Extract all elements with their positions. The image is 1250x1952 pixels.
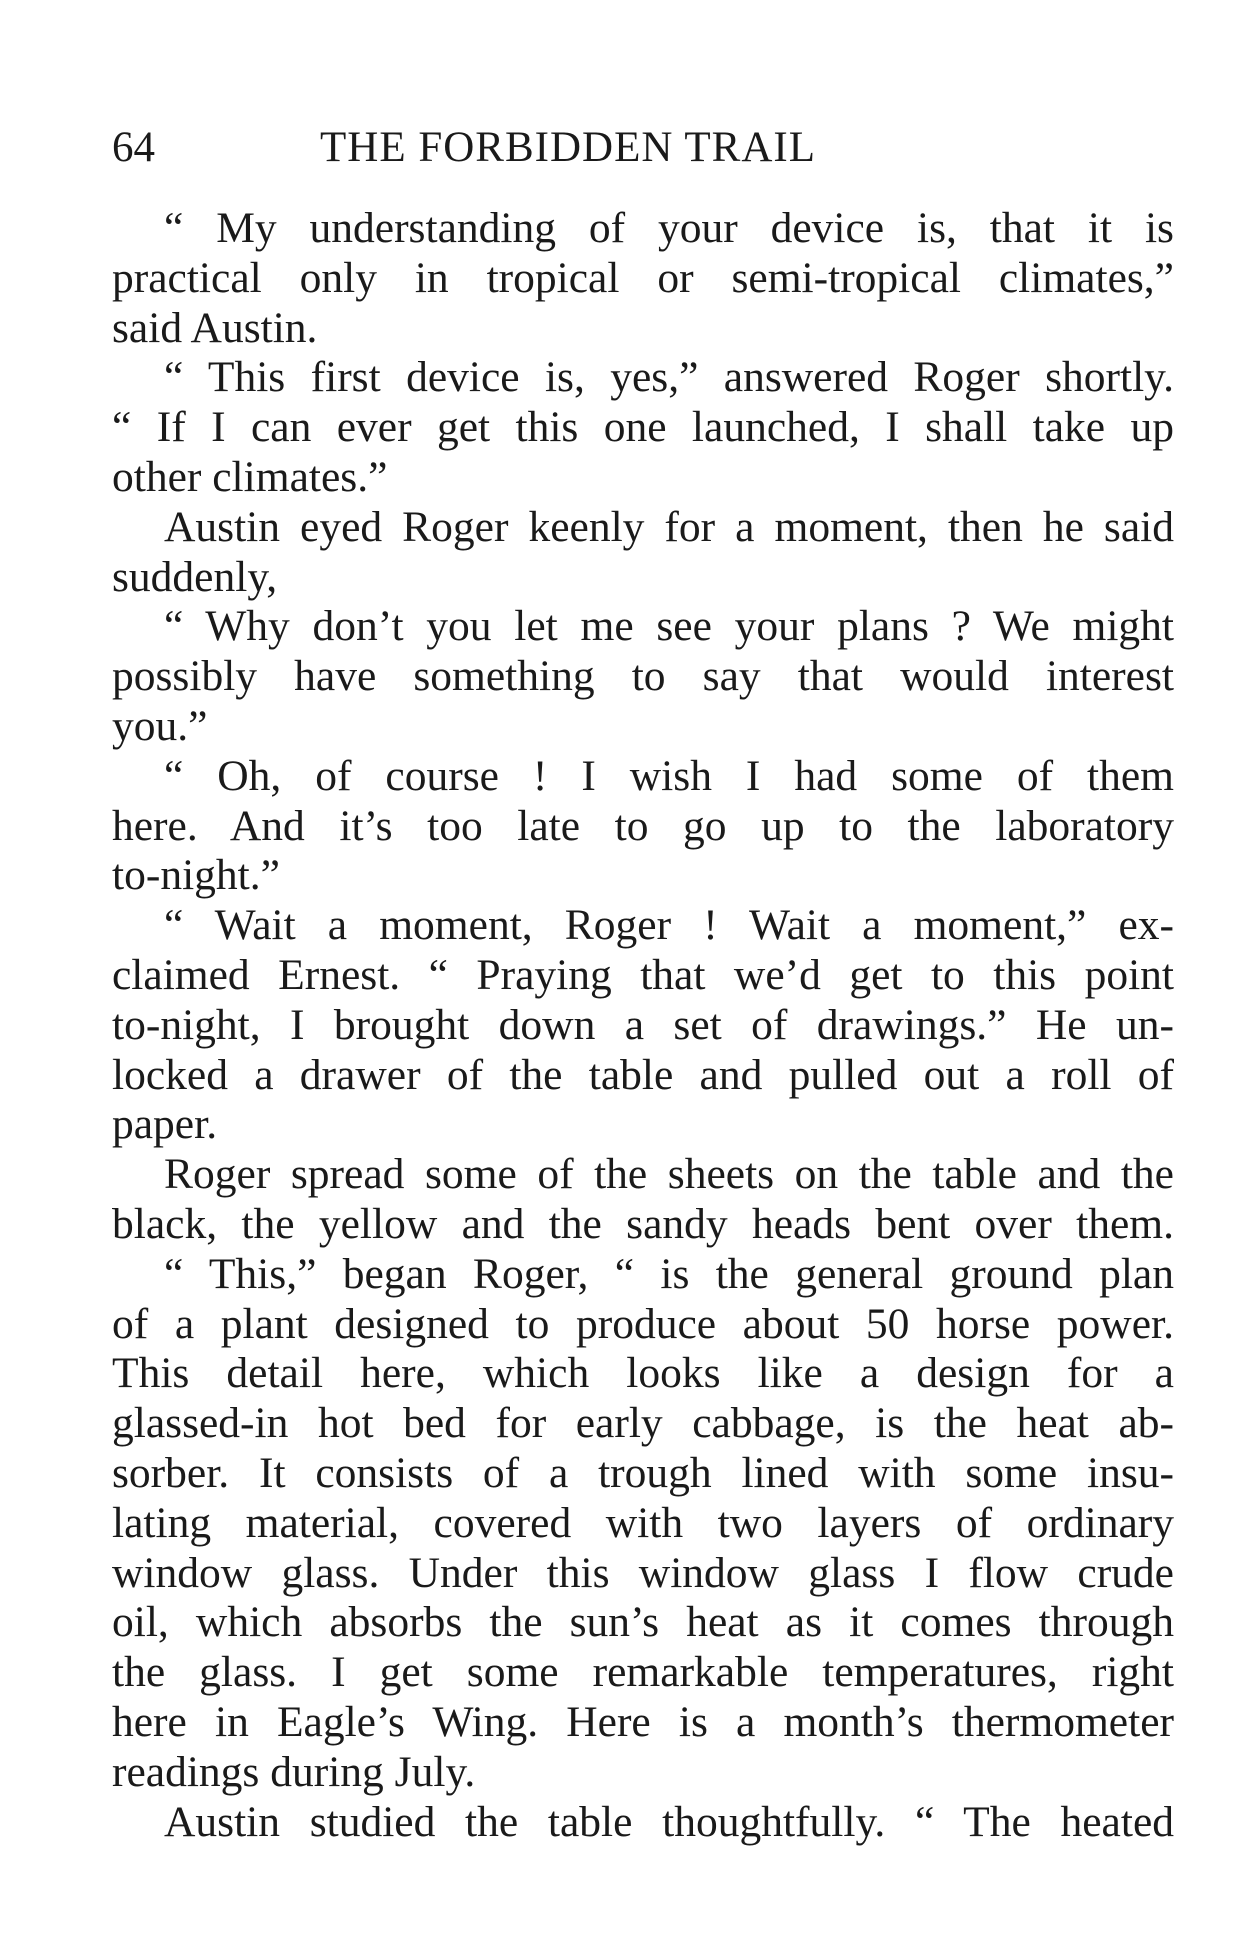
text-line: lating material, covered with two layers of ordinary [112, 1498, 1174, 1547]
text-line: suddenly, [112, 552, 278, 601]
text-line: window glass. Under this window glass I flow crude [112, 1548, 1174, 1597]
text-line: to-night.” [112, 851, 280, 900]
text-line: you.” [112, 701, 208, 750]
page-number: 64 [112, 124, 155, 171]
running-title: THE FORBIDDEN TRAIL [320, 124, 816, 171]
text-line: Austin studied the table thoughtfully. “ The heated [164, 1797, 1174, 1846]
text-line: “ If I can ever get this one launched, I shall take up [112, 403, 1174, 452]
text-line: possibly have something to say that would interest [112, 652, 1174, 701]
text-line: practical only in tropical or semi-tropical climates,” [112, 253, 1174, 302]
text-line: “ Wait a moment, Roger ! Wait a moment,” ex- [164, 901, 1174, 950]
text-line: here in Eagle’s Wing. Here is a month’s thermometer [112, 1697, 1174, 1746]
text-line: black, the yellow and the sandy heads bent over them. [112, 1199, 1174, 1248]
text-line: “ This first device is, yes,” answered Roger shortly. [164, 353, 1174, 402]
running-head [112, 118, 1172, 178]
text-line: “ Oh, of course ! I wish I had some of them [164, 751, 1174, 800]
text-line: the glass. I get some remarkable temperatures, right [112, 1648, 1174, 1697]
text-line: “ My understanding of your device is, that it is [164, 204, 1174, 252]
text-line: Austin eyed Roger keenly for a moment, then he said [164, 502, 1174, 551]
text-line: Roger spread some of the sheets on the table and the [164, 1150, 1174, 1199]
text-line: other climates.” [112, 452, 388, 501]
text-line: paper. [112, 1100, 218, 1149]
text-line: locked a drawer of the table and pulled out a roll of [112, 1050, 1174, 1099]
text-line: readings during July. [112, 1747, 476, 1796]
text-line: oil, which absorbs the sun’s heat as it comes through [112, 1598, 1174, 1647]
text-line: claimed Ernest. “ Praying that we’d get to this point [112, 950, 1174, 999]
text-line: “ This,” began Roger, “ is the general ground plan [164, 1249, 1174, 1298]
text-line: glassed-in hot bed for early cabbage, is the heat ab- [112, 1399, 1174, 1448]
text-line: said Austin. [112, 303, 318, 352]
text-line: sorber. It consists of a trough lined with some insu- [112, 1448, 1174, 1497]
text-line: This detail here, which looks like a design for a [112, 1349, 1174, 1398]
text-line: here. And it’s too late to go up to the laboratory [112, 801, 1174, 850]
text-line: to-night, I brought down a set of drawings.” He un- [112, 1000, 1174, 1049]
text-line: “ Why don’t you let me see your plans ? We might [164, 602, 1174, 651]
body-text [112, 204, 1174, 1847]
text-line: of a plant designed to produce about 50 horse power. [112, 1299, 1174, 1348]
